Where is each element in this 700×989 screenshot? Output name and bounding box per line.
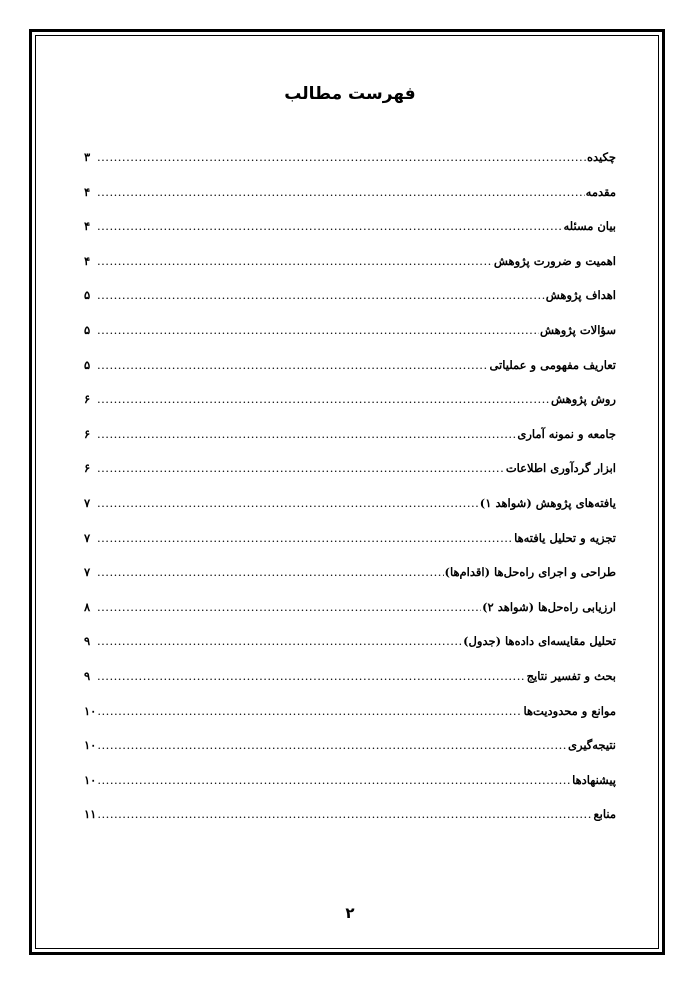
toc-entry xyxy=(84,323,616,358)
toc-entry xyxy=(84,219,616,254)
toc-dot-leader xyxy=(97,150,586,164)
toc-dot-leader xyxy=(97,738,567,752)
page-title: فهرست مطالب xyxy=(284,84,416,104)
toc-entry-page: ۱۰ xyxy=(84,703,97,718)
toc-entry-title: بیان مسئله xyxy=(563,219,616,234)
toc-dot-leader xyxy=(97,704,522,718)
toc-entry-page: ۶ xyxy=(84,461,91,476)
toc-entry-title: سؤالات پژوهش xyxy=(540,322,616,337)
toc-entry-title: تعاریف مفهومی و عملیاتی xyxy=(489,357,616,372)
toc-entry xyxy=(84,254,616,289)
toc-entry xyxy=(84,565,616,600)
toc-entry-title: ارزیابی راه‌حل‌ها (شواهد ۲) xyxy=(482,599,616,614)
table-of-contents xyxy=(84,150,616,842)
toc-entry-title: مقدمه xyxy=(585,184,616,199)
toc-entry-title: ابزار گردآوری اطلاعات xyxy=(505,461,616,476)
toc-entry-page: ۷ xyxy=(84,530,91,545)
toc-dot-leader xyxy=(97,288,545,302)
toc-entry-title: چکیده xyxy=(587,150,616,164)
toc-entry-page: ۸ xyxy=(84,599,91,614)
toc-entry xyxy=(84,392,616,427)
toc-entry-title: پیشنهادها xyxy=(572,772,616,787)
page-number: ۲ xyxy=(345,904,355,922)
toc-entry-title: طراحی و اجرای راه‌حل‌ها (اقدام‌ها) xyxy=(444,565,616,580)
toc-dot-leader xyxy=(97,219,563,233)
toc-dot-leader xyxy=(97,669,526,683)
toc-entry-page: ۱۰ xyxy=(84,738,97,753)
toc-entry-title: جامعه و نمونه آماری xyxy=(517,426,616,441)
toc-entry-page: ۴ xyxy=(84,184,91,199)
toc-dot-leader xyxy=(97,461,505,475)
toc-dot-leader xyxy=(97,496,479,510)
toc-dot-leader xyxy=(97,254,493,268)
toc-entry-title: روش پژوهش xyxy=(551,392,616,407)
toc-dot-leader xyxy=(97,531,513,545)
toc-entry xyxy=(84,773,616,808)
toc-entry-title: یافته‌های پژوهش (شواهد ۱) xyxy=(479,495,616,510)
toc-dot-leader xyxy=(97,600,481,614)
toc-entry xyxy=(84,669,616,704)
toc-entry xyxy=(84,358,616,393)
toc-entry xyxy=(84,531,616,566)
toc-dot-leader xyxy=(97,358,488,372)
toc-dot-leader xyxy=(97,392,550,406)
toc-entry xyxy=(84,496,616,531)
toc-entry-title: اهداف پژوهش xyxy=(545,288,616,303)
toc-entry xyxy=(84,427,616,462)
toc-entry-page: ۴ xyxy=(84,219,91,234)
toc-dot-leader xyxy=(97,185,585,199)
toc-entry-page: ۵ xyxy=(84,357,91,372)
toc-entry-page: ۱۱ xyxy=(84,807,97,822)
toc-dot-leader xyxy=(97,565,444,579)
toc-entry xyxy=(84,185,616,220)
toc-entry-title: تجزیه و تحلیل یافته‌ها xyxy=(514,530,616,545)
toc-entry xyxy=(84,634,616,669)
toc-entry-page: ۴ xyxy=(84,253,91,268)
toc-dot-leader xyxy=(97,807,592,821)
toc-entry-title: موانع و محدودیت‌ها xyxy=(523,703,616,718)
toc-dot-leader xyxy=(97,773,571,787)
toc-dot-leader xyxy=(97,323,539,337)
toc-entry-page: ۱۰ xyxy=(84,772,97,787)
toc-entry-page: ۵ xyxy=(84,322,91,337)
toc-entry-page: ۷ xyxy=(84,565,91,580)
toc-entry-title: نتیجه‌گیری xyxy=(567,738,616,753)
toc-entry-title: بحث و تفسیر نتایج xyxy=(526,668,616,683)
toc-entry xyxy=(84,600,616,635)
toc-entry-title: اهمیت و ضرورت پژوهش xyxy=(493,253,616,268)
toc-entry-page: ۹ xyxy=(84,634,91,649)
toc-entry-page: ۶ xyxy=(84,426,91,441)
toc-entry xyxy=(84,807,616,842)
toc-dot-leader xyxy=(97,427,516,441)
toc-entry xyxy=(84,704,616,739)
toc-entry xyxy=(84,150,616,185)
toc-entry-page: ۳ xyxy=(84,150,91,164)
toc-entry xyxy=(84,738,616,773)
toc-entry xyxy=(84,461,616,496)
toc-entry-page: ۵ xyxy=(84,288,91,303)
toc-dot-leader xyxy=(97,634,462,648)
toc-entry-title: منابع xyxy=(593,807,616,822)
toc-entry-page: ۹ xyxy=(84,668,91,683)
toc-entry-page: ۷ xyxy=(84,495,91,510)
toc-entry xyxy=(84,288,616,323)
toc-entry-page: ۶ xyxy=(84,392,91,407)
toc-entry-title: تحلیل مقایسه‌ای داده‌ها (جدول) xyxy=(463,634,616,649)
